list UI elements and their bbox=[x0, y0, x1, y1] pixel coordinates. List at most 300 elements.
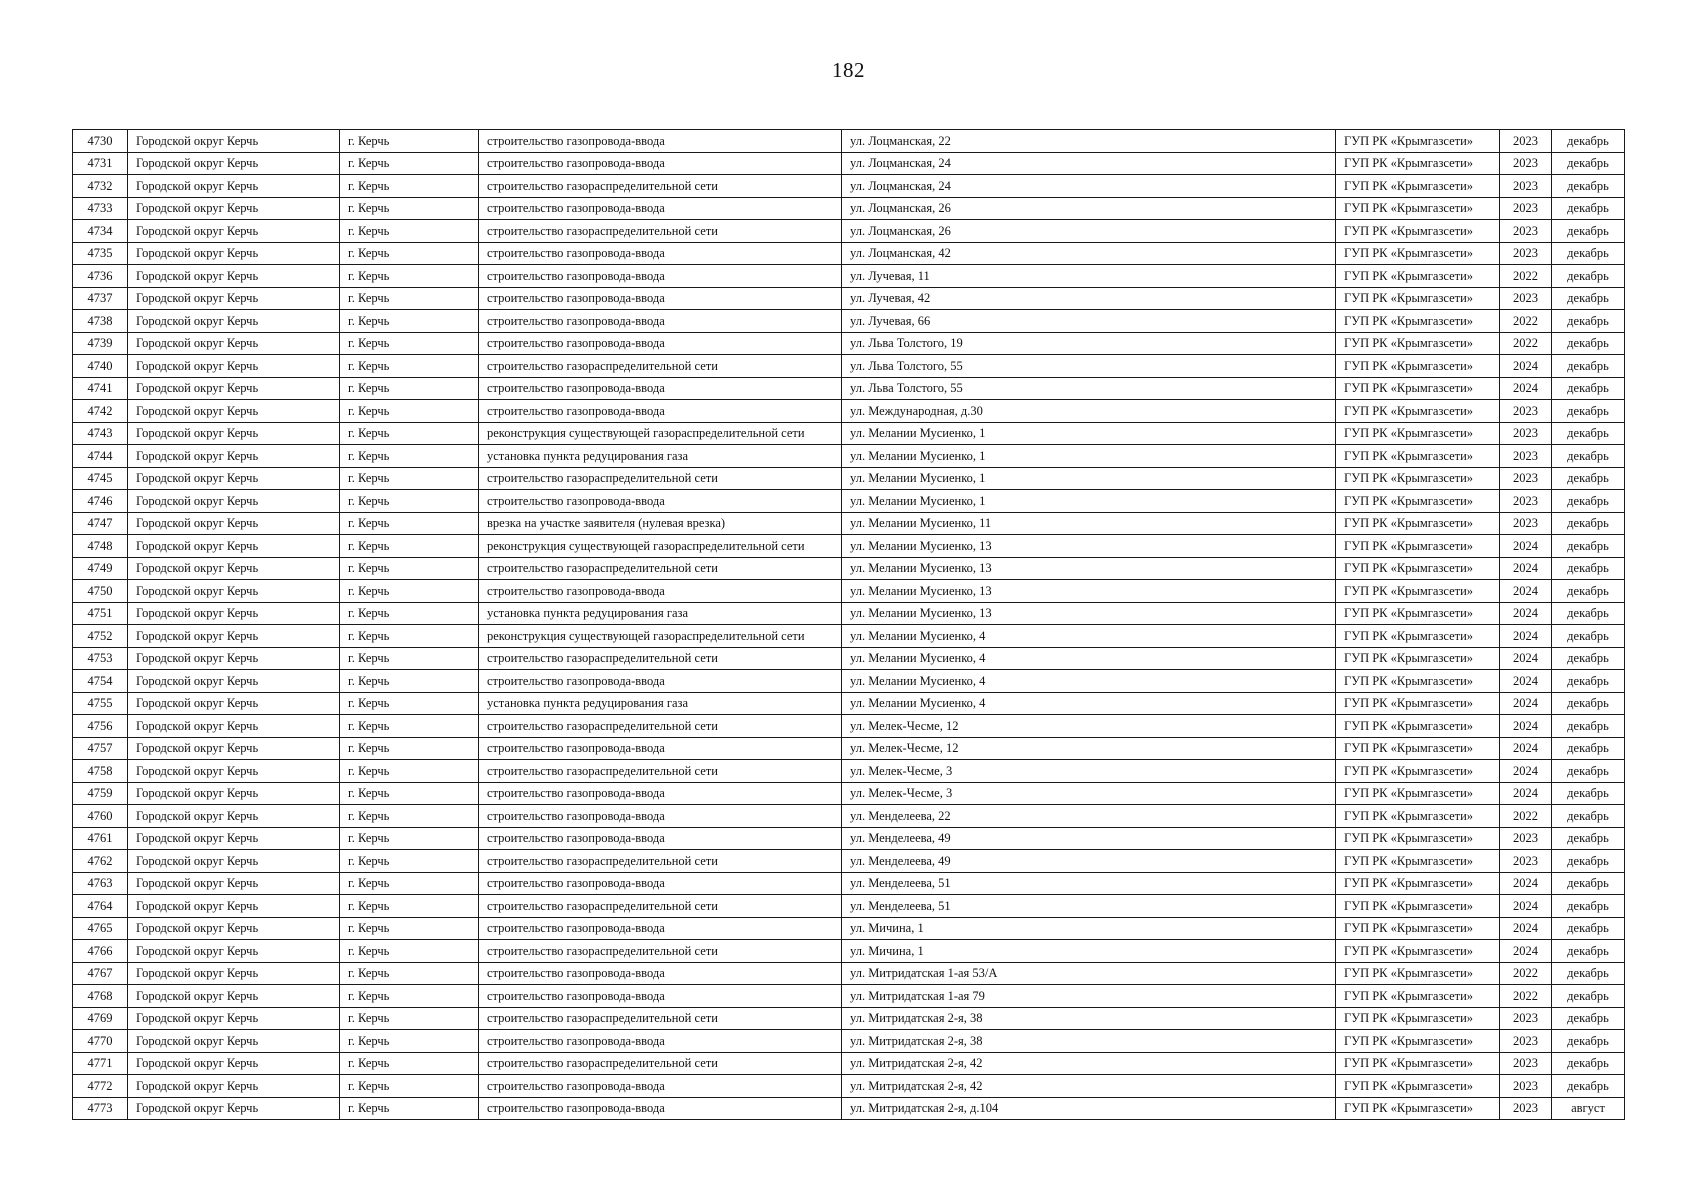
locality-cell: г. Керчь bbox=[340, 1097, 479, 1120]
address-cell: ул. Лоцманская, 24 bbox=[842, 175, 1336, 198]
table-row bbox=[73, 242, 1625, 265]
locality-cell: г. Керчь bbox=[340, 400, 479, 423]
table-row bbox=[73, 670, 1625, 693]
work-type-cell: строительство газопровода-ввода bbox=[479, 197, 842, 220]
month-cell: декабрь bbox=[1552, 557, 1625, 580]
row-number: 4758 bbox=[73, 760, 128, 783]
address-cell: ул. Мелании Мусиенко, 13 bbox=[842, 535, 1336, 558]
work-type-cell: строительство газопровода-ввода bbox=[479, 265, 842, 288]
month-cell: декабрь bbox=[1552, 197, 1625, 220]
row-number: 4772 bbox=[73, 1075, 128, 1098]
address-cell: ул. Митридатская 2-я, 38 bbox=[842, 1030, 1336, 1053]
work-type-cell: строительство газораспределительной сети bbox=[479, 467, 842, 490]
district-cell: Городской округ Керчь bbox=[128, 175, 340, 198]
row-number: 4756 bbox=[73, 715, 128, 738]
organization-cell: ГУП РК «Крымгазсети» bbox=[1336, 467, 1500, 490]
address-cell: ул. Митридатская 1-ая 53/А bbox=[842, 962, 1336, 985]
table-row bbox=[73, 490, 1625, 513]
work-type-cell: строительство газораспределительной сети bbox=[479, 647, 842, 670]
district-cell: Городской округ Керчь bbox=[128, 1075, 340, 1098]
district-cell: Городской округ Керчь bbox=[128, 1052, 340, 1075]
district-cell: Городской округ Керчь bbox=[128, 895, 340, 918]
address-cell: ул. Митридатская 2-я, 42 bbox=[842, 1052, 1336, 1075]
row-number: 4740 bbox=[73, 355, 128, 378]
locality-cell: г. Керчь bbox=[340, 917, 479, 940]
locality-cell: г. Керчь bbox=[340, 242, 479, 265]
year-cell: 2023 bbox=[1500, 850, 1552, 873]
locality-cell: г. Керчь bbox=[340, 332, 479, 355]
locality-cell: г. Керчь bbox=[340, 985, 479, 1008]
month-cell: декабрь bbox=[1552, 1075, 1625, 1098]
district-cell: Городской округ Керчь bbox=[128, 400, 340, 423]
table-row bbox=[73, 557, 1625, 580]
year-cell: 2024 bbox=[1500, 940, 1552, 963]
month-cell: декабрь bbox=[1552, 355, 1625, 378]
table-row bbox=[73, 355, 1625, 378]
year-cell: 2024 bbox=[1500, 355, 1552, 378]
locality-cell: г. Керчь bbox=[340, 1075, 479, 1098]
locality-cell: г. Керчь bbox=[340, 805, 479, 828]
year-cell: 2024 bbox=[1500, 737, 1552, 760]
row-number: 4771 bbox=[73, 1052, 128, 1075]
organization-cell: ГУП РК «Крымгазсети» bbox=[1336, 872, 1500, 895]
table-row bbox=[73, 445, 1625, 468]
year-cell: 2023 bbox=[1500, 1097, 1552, 1120]
locality-cell: г. Керчь bbox=[340, 760, 479, 783]
organization-cell: ГУП РК «Крымгазсети» bbox=[1336, 220, 1500, 243]
row-number: 4730 bbox=[73, 130, 128, 153]
month-cell: декабрь bbox=[1552, 490, 1625, 513]
organization-cell: ГУП РК «Крымгазсети» bbox=[1336, 535, 1500, 558]
month-cell: декабрь bbox=[1552, 512, 1625, 535]
district-cell: Городской округ Керчь bbox=[128, 332, 340, 355]
locality-cell: г. Керчь bbox=[340, 1052, 479, 1075]
month-cell: декабрь bbox=[1552, 332, 1625, 355]
organization-cell: ГУП РК «Крымгазсети» bbox=[1336, 647, 1500, 670]
row-number: 4731 bbox=[73, 152, 128, 175]
row-number: 4732 bbox=[73, 175, 128, 198]
organization-cell: ГУП РК «Крымгазсети» bbox=[1336, 985, 1500, 1008]
row-number: 4770 bbox=[73, 1030, 128, 1053]
district-cell: Городской округ Керчь bbox=[128, 422, 340, 445]
district-cell: Городской округ Керчь bbox=[128, 1007, 340, 1030]
district-cell: Городской округ Керчь bbox=[128, 445, 340, 468]
locality-cell: г. Керчь bbox=[340, 535, 479, 558]
year-cell: 2024 bbox=[1500, 872, 1552, 895]
locality-cell: г. Керчь bbox=[340, 355, 479, 378]
year-cell: 2023 bbox=[1500, 175, 1552, 198]
organization-cell: ГУП РК «Крымгазсети» bbox=[1336, 197, 1500, 220]
district-cell: Городской округ Керчь bbox=[128, 557, 340, 580]
organization-cell: ГУП РК «Крымгазсети» bbox=[1336, 850, 1500, 873]
table-row bbox=[73, 332, 1625, 355]
address-cell: ул. Лучевая, 42 bbox=[842, 287, 1336, 310]
district-cell: Городской округ Керчь bbox=[128, 197, 340, 220]
year-cell: 2024 bbox=[1500, 535, 1552, 558]
table-row bbox=[73, 715, 1625, 738]
table-row bbox=[73, 760, 1625, 783]
work-type-cell: строительство газораспределительной сети bbox=[479, 220, 842, 243]
table-row bbox=[73, 1097, 1625, 1120]
table-row bbox=[73, 625, 1625, 648]
district-cell: Городской округ Керчь bbox=[128, 940, 340, 963]
row-number: 4750 bbox=[73, 580, 128, 603]
address-cell: ул. Мелании Мусиенко, 1 bbox=[842, 445, 1336, 468]
locality-cell: г. Керчь bbox=[340, 602, 479, 625]
address-cell: ул. Мелек-Чесме, 3 bbox=[842, 760, 1336, 783]
work-type-cell: реконструкция существующей газораспределительной сети bbox=[479, 422, 842, 445]
locality-cell: г. Керчь bbox=[340, 287, 479, 310]
row-number: 4761 bbox=[73, 827, 128, 850]
table-row bbox=[73, 152, 1625, 175]
organization-cell: ГУП РК «Крымгазсети» bbox=[1336, 175, 1500, 198]
address-cell: ул. Мелек-Чесме, 12 bbox=[842, 737, 1336, 760]
work-type-cell: строительство газопровода-ввода bbox=[479, 130, 842, 153]
district-cell: Городской округ Керчь bbox=[128, 782, 340, 805]
address-cell: ул. Лоцманская, 42 bbox=[842, 242, 1336, 265]
table-row bbox=[73, 1075, 1625, 1098]
year-cell: 2023 bbox=[1500, 400, 1552, 423]
organization-cell: ГУП РК «Крымгазсети» bbox=[1336, 602, 1500, 625]
row-number: 4765 bbox=[73, 917, 128, 940]
locality-cell: г. Керчь bbox=[340, 850, 479, 873]
organization-cell: ГУП РК «Крымгазсети» bbox=[1336, 805, 1500, 828]
year-cell: 2023 bbox=[1500, 130, 1552, 153]
work-type-cell: строительство газораспределительной сети bbox=[479, 895, 842, 918]
address-cell: ул. Мелании Мусиенко, 4 bbox=[842, 647, 1336, 670]
table-row bbox=[73, 850, 1625, 873]
organization-cell: ГУП РК «Крымгазсети» bbox=[1336, 1007, 1500, 1030]
address-cell: ул. Мелек-Чесме, 3 bbox=[842, 782, 1336, 805]
locality-cell: г. Керчь bbox=[340, 265, 479, 288]
month-cell: декабрь bbox=[1552, 242, 1625, 265]
district-cell: Городской округ Керчь bbox=[128, 535, 340, 558]
table-row bbox=[73, 287, 1625, 310]
work-type-cell: строительство газораспределительной сети bbox=[479, 557, 842, 580]
table-row bbox=[73, 692, 1625, 715]
locality-cell: г. Керчь bbox=[340, 422, 479, 445]
address-cell: ул. Мелании Мусиенко, 1 bbox=[842, 467, 1336, 490]
month-cell: декабрь bbox=[1552, 692, 1625, 715]
organization-cell: ГУП РК «Крымгазсети» bbox=[1336, 625, 1500, 648]
organization-cell: ГУП РК «Крымгазсети» bbox=[1336, 917, 1500, 940]
organization-cell: ГУП РК «Крымгазсети» bbox=[1336, 557, 1500, 580]
address-cell: ул. Мелании Мусиенко, 1 bbox=[842, 490, 1336, 513]
organization-cell: ГУП РК «Крымгазсети» bbox=[1336, 490, 1500, 513]
work-type-cell: строительство газораспределительной сети bbox=[479, 940, 842, 963]
year-cell: 2024 bbox=[1500, 602, 1552, 625]
organization-cell: ГУП РК «Крымгазсети» bbox=[1336, 355, 1500, 378]
year-cell: 2024 bbox=[1500, 917, 1552, 940]
row-number: 4766 bbox=[73, 940, 128, 963]
month-cell: декабрь bbox=[1552, 895, 1625, 918]
district-cell: Городской округ Керчь bbox=[128, 1097, 340, 1120]
locality-cell: г. Керчь bbox=[340, 152, 479, 175]
district-cell: Городской округ Керчь bbox=[128, 467, 340, 490]
work-type-cell: строительство газопровода-ввода bbox=[479, 805, 842, 828]
district-cell: Городской округ Керчь bbox=[128, 265, 340, 288]
locality-cell: г. Керчь bbox=[340, 692, 479, 715]
table-row bbox=[73, 940, 1625, 963]
locality-cell: г. Керчь bbox=[340, 625, 479, 648]
month-cell: декабрь bbox=[1552, 602, 1625, 625]
table-row bbox=[73, 512, 1625, 535]
district-cell: Городской округ Керчь bbox=[128, 580, 340, 603]
month-cell: декабрь bbox=[1552, 377, 1625, 400]
month-cell: декабрь bbox=[1552, 422, 1625, 445]
locality-cell: г. Керчь bbox=[340, 467, 479, 490]
month-cell: декабрь bbox=[1552, 310, 1625, 333]
month-cell: декабрь bbox=[1552, 805, 1625, 828]
year-cell: 2024 bbox=[1500, 715, 1552, 738]
table-row bbox=[73, 130, 1625, 153]
row-number: 4746 bbox=[73, 490, 128, 513]
locality-cell: г. Керчь bbox=[340, 175, 479, 198]
locality-cell: г. Керчь bbox=[340, 377, 479, 400]
table-row bbox=[73, 602, 1625, 625]
month-cell: декабрь bbox=[1552, 625, 1625, 648]
organization-cell: ГУП РК «Крымгазсети» bbox=[1336, 692, 1500, 715]
work-type-cell: реконструкция существующей газораспределительной сети bbox=[479, 535, 842, 558]
month-cell: декабрь bbox=[1552, 220, 1625, 243]
year-cell: 2022 bbox=[1500, 805, 1552, 828]
locality-cell: г. Керчь bbox=[340, 490, 479, 513]
district-cell: Городской округ Керчь bbox=[128, 962, 340, 985]
table-row bbox=[73, 917, 1625, 940]
work-type-cell: строительство газопровода-ввода bbox=[479, 737, 842, 760]
year-cell: 2022 bbox=[1500, 310, 1552, 333]
locality-cell: г. Керчь bbox=[340, 1007, 479, 1030]
work-type-cell: строительство газопровода-ввода bbox=[479, 332, 842, 355]
table-row bbox=[73, 467, 1625, 490]
year-cell: 2024 bbox=[1500, 670, 1552, 693]
table-row bbox=[73, 985, 1625, 1008]
month-cell: декабрь bbox=[1552, 872, 1625, 895]
row-number: 4767 bbox=[73, 962, 128, 985]
work-type-cell: строительство газопровода-ввода bbox=[479, 782, 842, 805]
year-cell: 2023 bbox=[1500, 445, 1552, 468]
organization-cell: ГУП РК «Крымгазсети» bbox=[1336, 422, 1500, 445]
work-type-cell: строительство газопровода-ввода bbox=[479, 827, 842, 850]
row-number: 4748 bbox=[73, 535, 128, 558]
district-cell: Городской округ Керчь bbox=[128, 242, 340, 265]
work-type-cell: строительство газораспределительной сети bbox=[479, 715, 842, 738]
locality-cell: г. Керчь bbox=[340, 670, 479, 693]
locality-cell: г. Керчь bbox=[340, 197, 479, 220]
district-cell: Городской округ Керчь bbox=[128, 602, 340, 625]
address-cell: ул. Митридатская 2-я, 38 bbox=[842, 1007, 1336, 1030]
address-cell: ул. Менделеева, 22 bbox=[842, 805, 1336, 828]
address-cell: ул. Льва Толстого, 55 bbox=[842, 355, 1336, 378]
row-number: 4762 bbox=[73, 850, 128, 873]
work-type-cell: строительство газопровода-ввода bbox=[479, 377, 842, 400]
table-row bbox=[73, 1052, 1625, 1075]
district-cell: Городской округ Керчь bbox=[128, 827, 340, 850]
locality-cell: г. Керчь bbox=[340, 647, 479, 670]
organization-cell: ГУП РК «Крымгазсети» bbox=[1336, 962, 1500, 985]
work-type-cell: строительство газопровода-ввода bbox=[479, 490, 842, 513]
row-number: 4736 bbox=[73, 265, 128, 288]
table-row bbox=[73, 737, 1625, 760]
organization-cell: ГУП РК «Крымгазсети» bbox=[1336, 670, 1500, 693]
page-number: 182 bbox=[832, 58, 865, 82]
district-cell: Городской округ Керчь bbox=[128, 917, 340, 940]
organization-cell: ГУП РК «Крымгазсети» bbox=[1336, 130, 1500, 153]
year-cell: 2023 bbox=[1500, 490, 1552, 513]
organization-cell: ГУП РК «Крымгазсети» bbox=[1336, 940, 1500, 963]
row-number: 4759 bbox=[73, 782, 128, 805]
row-number: 4754 bbox=[73, 670, 128, 693]
year-cell: 2022 bbox=[1500, 265, 1552, 288]
work-type-cell: строительство газопровода-ввода bbox=[479, 310, 842, 333]
row-number: 4769 bbox=[73, 1007, 128, 1030]
organization-cell: ГУП РК «Крымгазсети» bbox=[1336, 332, 1500, 355]
organization-cell: ГУП РК «Крымгазсети» bbox=[1336, 1052, 1500, 1075]
locality-cell: г. Керчь bbox=[340, 130, 479, 153]
row-number: 4741 bbox=[73, 377, 128, 400]
year-cell: 2024 bbox=[1500, 377, 1552, 400]
month-cell: декабрь bbox=[1552, 1007, 1625, 1030]
year-cell: 2023 bbox=[1500, 1030, 1552, 1053]
month-cell: декабрь bbox=[1552, 760, 1625, 783]
locality-cell: г. Керчь bbox=[340, 580, 479, 603]
work-type-cell: строительство газораспределительной сети bbox=[479, 1007, 842, 1030]
month-cell: декабрь bbox=[1552, 670, 1625, 693]
table-body bbox=[73, 130, 1625, 1120]
address-cell: ул. Митридатская 2-я, 42 bbox=[842, 1075, 1336, 1098]
work-type-cell: строительство газопровода-ввода bbox=[479, 872, 842, 895]
organization-cell: ГУП РК «Крымгазсети» bbox=[1336, 737, 1500, 760]
district-cell: Городской округ Керчь bbox=[128, 737, 340, 760]
year-cell: 2023 bbox=[1500, 512, 1552, 535]
work-type-cell: строительство газопровода-ввода bbox=[479, 1030, 842, 1053]
row-number: 4739 bbox=[73, 332, 128, 355]
month-cell: декабрь bbox=[1552, 400, 1625, 423]
address-cell: ул. Лучевая, 66 bbox=[842, 310, 1336, 333]
month-cell: декабрь bbox=[1552, 985, 1625, 1008]
row-number: 4753 bbox=[73, 647, 128, 670]
district-cell: Городской округ Керчь bbox=[128, 377, 340, 400]
row-number: 4773 bbox=[73, 1097, 128, 1120]
year-cell: 2024 bbox=[1500, 625, 1552, 648]
row-number: 4751 bbox=[73, 602, 128, 625]
row-number: 4737 bbox=[73, 287, 128, 310]
row-number: 4743 bbox=[73, 422, 128, 445]
table-row bbox=[73, 782, 1625, 805]
district-cell: Городской округ Керчь bbox=[128, 760, 340, 783]
address-cell: ул. Лоцманская, 26 bbox=[842, 197, 1336, 220]
row-number: 4760 bbox=[73, 805, 128, 828]
district-cell: Городской округ Керчь bbox=[128, 647, 340, 670]
organization-cell: ГУП РК «Крымгазсети» bbox=[1336, 827, 1500, 850]
work-type-cell: строительство газораспределительной сети bbox=[479, 760, 842, 783]
month-cell: декабрь bbox=[1552, 1030, 1625, 1053]
locality-cell: г. Керчь bbox=[340, 557, 479, 580]
organization-cell: ГУП РК «Крымгазсети» bbox=[1336, 377, 1500, 400]
month-cell: декабрь bbox=[1552, 287, 1625, 310]
district-cell: Городской округ Керчь bbox=[128, 850, 340, 873]
row-number: 4733 bbox=[73, 197, 128, 220]
locality-cell: г. Керчь bbox=[340, 220, 479, 243]
year-cell: 2024 bbox=[1500, 647, 1552, 670]
year-cell: 2024 bbox=[1500, 895, 1552, 918]
locality-cell: г. Керчь bbox=[340, 962, 479, 985]
year-cell: 2023 bbox=[1500, 1007, 1552, 1030]
address-cell: ул. Митридатская 1-ая 79 bbox=[842, 985, 1336, 1008]
address-cell: ул. Мелании Мусиенко, 1 bbox=[842, 422, 1336, 445]
address-cell: ул. Менделеева, 49 bbox=[842, 827, 1336, 850]
month-cell: декабрь bbox=[1552, 917, 1625, 940]
table-row bbox=[73, 962, 1625, 985]
work-type-cell: строительство газопровода-ввода bbox=[479, 670, 842, 693]
work-type-cell: строительство газораспределительной сети bbox=[479, 175, 842, 198]
address-cell: ул. Лоцманская, 22 bbox=[842, 130, 1336, 153]
row-number: 4734 bbox=[73, 220, 128, 243]
work-type-cell: строительство газопровода-ввода bbox=[479, 400, 842, 423]
table-row bbox=[73, 827, 1625, 850]
district-cell: Городской округ Керчь bbox=[128, 670, 340, 693]
organization-cell: ГУП РК «Крымгазсети» bbox=[1336, 310, 1500, 333]
year-cell: 2023 bbox=[1500, 1052, 1552, 1075]
organization-cell: ГУП РК «Крымгазсети» bbox=[1336, 895, 1500, 918]
month-cell: декабрь bbox=[1552, 580, 1625, 603]
organization-cell: ГУП РК «Крымгазсети» bbox=[1336, 1075, 1500, 1098]
locality-cell: г. Керчь bbox=[340, 782, 479, 805]
table-row bbox=[73, 377, 1625, 400]
row-number: 4745 bbox=[73, 467, 128, 490]
address-cell: ул. Мелании Мусиенко, 4 bbox=[842, 692, 1336, 715]
year-cell: 2024 bbox=[1500, 760, 1552, 783]
address-cell: ул. Менделеева, 51 bbox=[842, 895, 1336, 918]
table-row bbox=[73, 175, 1625, 198]
locality-cell: г. Керчь bbox=[340, 1030, 479, 1053]
table-row bbox=[73, 265, 1625, 288]
address-cell: ул. Мелании Мусиенко, 13 bbox=[842, 557, 1336, 580]
work-type-cell: строительство газопровода-ввода bbox=[479, 985, 842, 1008]
year-cell: 2024 bbox=[1500, 692, 1552, 715]
organization-cell: ГУП РК «Крымгазсети» bbox=[1336, 265, 1500, 288]
table-row bbox=[73, 580, 1625, 603]
work-type-cell: установка пункта редуцирования газа bbox=[479, 602, 842, 625]
district-cell: Городской округ Керчь bbox=[128, 985, 340, 1008]
table-row bbox=[73, 805, 1625, 828]
work-type-cell: строительство газопровода-ввода bbox=[479, 1075, 842, 1098]
month-cell: декабрь bbox=[1552, 152, 1625, 175]
month-cell: декабрь bbox=[1552, 715, 1625, 738]
district-cell: Городской округ Керчь bbox=[128, 512, 340, 535]
address-cell: ул. Мелании Мусиенко, 4 bbox=[842, 670, 1336, 693]
table-row bbox=[73, 197, 1625, 220]
work-type-cell: строительство газораспределительной сети bbox=[479, 850, 842, 873]
locality-cell: г. Керчь bbox=[340, 512, 479, 535]
year-cell: 2023 bbox=[1500, 197, 1552, 220]
district-cell: Городской округ Керчь bbox=[128, 625, 340, 648]
locality-cell: г. Керчь bbox=[340, 827, 479, 850]
month-cell: декабрь bbox=[1552, 850, 1625, 873]
month-cell: декабрь bbox=[1552, 647, 1625, 670]
address-cell: ул. Мелании Мусиенко, 13 bbox=[842, 580, 1336, 603]
district-cell: Городской округ Керчь bbox=[128, 220, 340, 243]
row-number: 4763 bbox=[73, 872, 128, 895]
address-cell: ул. Мичина, 1 bbox=[842, 917, 1336, 940]
month-cell: декабрь bbox=[1552, 782, 1625, 805]
organization-cell: ГУП РК «Крымгазсети» bbox=[1336, 287, 1500, 310]
year-cell: 2023 bbox=[1500, 467, 1552, 490]
district-cell: Городской округ Керчь bbox=[128, 715, 340, 738]
organization-cell: ГУП РК «Крымгазсети» bbox=[1336, 580, 1500, 603]
district-cell: Городской округ Керчь bbox=[128, 130, 340, 153]
row-number: 4749 bbox=[73, 557, 128, 580]
